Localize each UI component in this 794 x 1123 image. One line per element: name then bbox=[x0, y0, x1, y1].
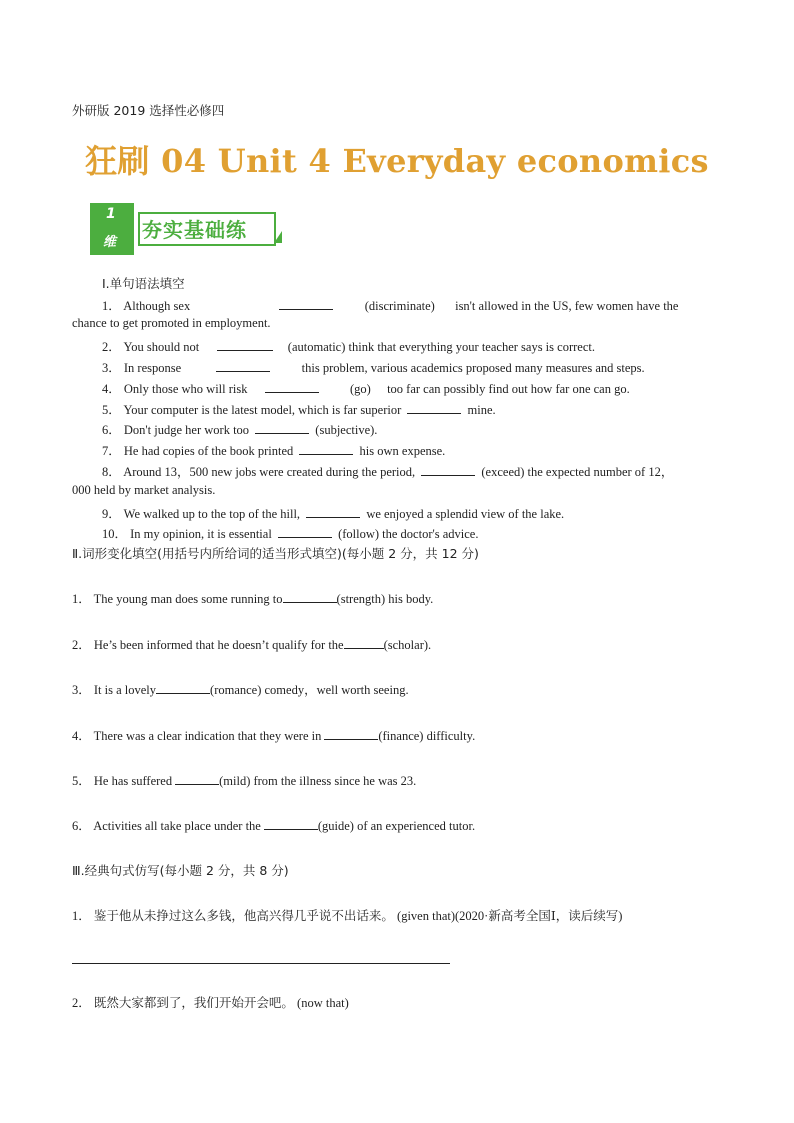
item-hint: (now that) bbox=[297, 996, 349, 1010]
s2-item-5 bbox=[72, 771, 416, 789]
item-number: 2． bbox=[72, 638, 91, 652]
item-text: Only those who will risk bbox=[123, 382, 248, 396]
item-text: Activities all take place under the bbox=[93, 819, 261, 833]
item-number: 5． bbox=[72, 774, 91, 788]
item-number: 8． bbox=[102, 465, 121, 479]
item-number: 2． bbox=[72, 996, 91, 1010]
answer-blank[interactable] bbox=[255, 421, 309, 434]
s2-item-2 bbox=[72, 635, 431, 653]
answer-blank[interactable] bbox=[299, 442, 353, 455]
answer-blank[interactable] bbox=[306, 505, 360, 518]
item-number: 3． bbox=[102, 361, 121, 375]
item-text: this problem, various academics proposed many measures and steps. bbox=[301, 361, 645, 375]
item-hint: (discriminate) bbox=[364, 299, 435, 313]
item-text: In my opinion, it is essential bbox=[130, 527, 272, 541]
badge-number: 1 bbox=[106, 206, 116, 222]
s3-item-2 bbox=[72, 993, 349, 1011]
item-text: isn't allowed in the US, few women have the bbox=[455, 299, 679, 313]
item-hint: (subjective). bbox=[315, 423, 378, 437]
s1-item-1-cont: chance to get promoted in employment. bbox=[72, 316, 271, 330]
item-text: (guide) of an experienced tutor. bbox=[317, 819, 476, 833]
s1-item-4 bbox=[102, 379, 630, 397]
section-2-heading: Ⅱ.词形变化填空(用括号内所给词的适当形式填空)(每小题 2 分，共 12 分) bbox=[72, 546, 479, 561]
item-text: Your computer is the latest model, which is far superior bbox=[123, 403, 402, 417]
s1-item-2 bbox=[102, 337, 595, 355]
s1-item-7 bbox=[102, 441, 445, 459]
answer-blank[interactable] bbox=[283, 590, 337, 603]
item-text: He has suffered bbox=[93, 774, 173, 788]
item-number: 1． bbox=[72, 592, 91, 606]
item-hint: (given that)(2020·新高考全国Ⅰ，读后续写) bbox=[397, 909, 623, 923]
item-chinese: 既然大家都到了，我们开始开会吧。 bbox=[93, 995, 294, 1010]
s1-item-9 bbox=[102, 504, 564, 522]
item-text: (scholar). bbox=[383, 638, 432, 652]
answer-blank[interactable] bbox=[407, 401, 461, 414]
answer-blank[interactable] bbox=[324, 727, 378, 740]
item-number: 6． bbox=[72, 819, 91, 833]
item-chinese: 鉴于他从未挣过这么多钱，他高兴得几乎说不出话来。 bbox=[93, 908, 394, 923]
s1-item-5 bbox=[102, 400, 496, 418]
item-text: (exceed) the expected number of 12， bbox=[481, 465, 674, 479]
item-number: 9． bbox=[102, 507, 121, 521]
answer-blank[interactable] bbox=[175, 772, 219, 785]
s2-item-6 bbox=[72, 816, 475, 834]
item-text: Although sex bbox=[123, 299, 191, 313]
item-text: mine. bbox=[467, 403, 496, 417]
section-3-heading: Ⅲ.经典句式仿写(每小题 2 分，共 8 分) bbox=[72, 863, 289, 878]
answer-blank[interactable] bbox=[278, 525, 332, 538]
section-1-heading: Ⅰ.单句语法填空 bbox=[102, 276, 185, 291]
item-number: 4． bbox=[102, 382, 121, 396]
item-text: It is a lovely bbox=[93, 683, 157, 697]
s2-item-1 bbox=[72, 589, 433, 607]
item-text: we enjoyed a splendid view of the lake. bbox=[366, 507, 565, 521]
item-text: too far can possibly find out how far one can go. bbox=[387, 382, 630, 396]
item-text: We walked up to the top of the hill, bbox=[123, 507, 301, 521]
answer-blank[interactable] bbox=[344, 636, 384, 649]
item-text: (finance) difficulty. bbox=[378, 729, 476, 743]
item-text: (romance) comedy，well worth seeing. bbox=[210, 683, 409, 697]
item-text: Don't judge her work too bbox=[123, 423, 250, 437]
item-text: (mild) from the illness since he was 23. bbox=[219, 774, 417, 788]
edition-label: 外研版 2019 选择性必修四 bbox=[72, 103, 225, 118]
item-number: 6． bbox=[102, 423, 121, 437]
badge-number-block bbox=[90, 203, 134, 255]
badge-corner-decoration bbox=[274, 231, 282, 243]
item-text: The young man does some running to bbox=[93, 592, 283, 606]
badge-unit: 维 bbox=[103, 235, 117, 250]
s1-item-10 bbox=[102, 524, 478, 542]
item-text: He’s been informed that he doesn’t qualify for the bbox=[93, 638, 344, 652]
answer-line[interactable] bbox=[72, 963, 450, 964]
section-badge bbox=[90, 203, 290, 255]
badge-label: 夯实基础练 bbox=[142, 218, 247, 242]
item-number: 1． bbox=[72, 909, 91, 923]
item-text: In response bbox=[123, 361, 182, 375]
item-text: his own expense. bbox=[359, 444, 446, 458]
answer-blank[interactable] bbox=[156, 681, 210, 694]
page-title: 狂刷 04 Unit 4 Everyday economics bbox=[85, 142, 709, 180]
answer-blank[interactable] bbox=[217, 338, 273, 351]
item-text: He had copies of the book printed bbox=[123, 444, 294, 458]
item-text: There was a clear indication that they were in bbox=[93, 729, 322, 743]
item-hint: (go) bbox=[350, 382, 371, 396]
item-number: 2． bbox=[102, 340, 121, 354]
s1-item-8 bbox=[102, 462, 673, 480]
item-text: (strength) his body. bbox=[336, 592, 434, 606]
item-text: (follow) the doctor's advice. bbox=[338, 527, 479, 541]
item-number: 7． bbox=[102, 444, 121, 458]
item-number: 5． bbox=[102, 403, 121, 417]
item-text: Around 13，500 new jobs were created during the period, bbox=[123, 465, 416, 479]
answer-blank[interactable] bbox=[216, 359, 270, 372]
answer-blank[interactable] bbox=[279, 297, 333, 310]
s1-item-6 bbox=[102, 420, 377, 438]
s3-item-1 bbox=[72, 906, 622, 924]
s1-item-8-cont: 000 held by market analysis. bbox=[72, 483, 216, 497]
item-number: 3． bbox=[72, 683, 91, 697]
item-number: 4． bbox=[72, 729, 91, 743]
item-text: You should not bbox=[123, 340, 200, 354]
s2-item-4 bbox=[72, 726, 475, 744]
s1-item-1 bbox=[102, 296, 724, 314]
s2-item-3 bbox=[72, 680, 409, 698]
item-number: 10． bbox=[102, 527, 128, 541]
answer-blank[interactable] bbox=[264, 817, 318, 830]
item-text: (automatic) think that everything your teacher says is correct. bbox=[287, 340, 595, 354]
answer-blank[interactable] bbox=[421, 463, 475, 476]
s1-item-3 bbox=[102, 358, 645, 376]
item-number: 1． bbox=[102, 299, 121, 313]
answer-blank[interactable] bbox=[265, 380, 319, 393]
